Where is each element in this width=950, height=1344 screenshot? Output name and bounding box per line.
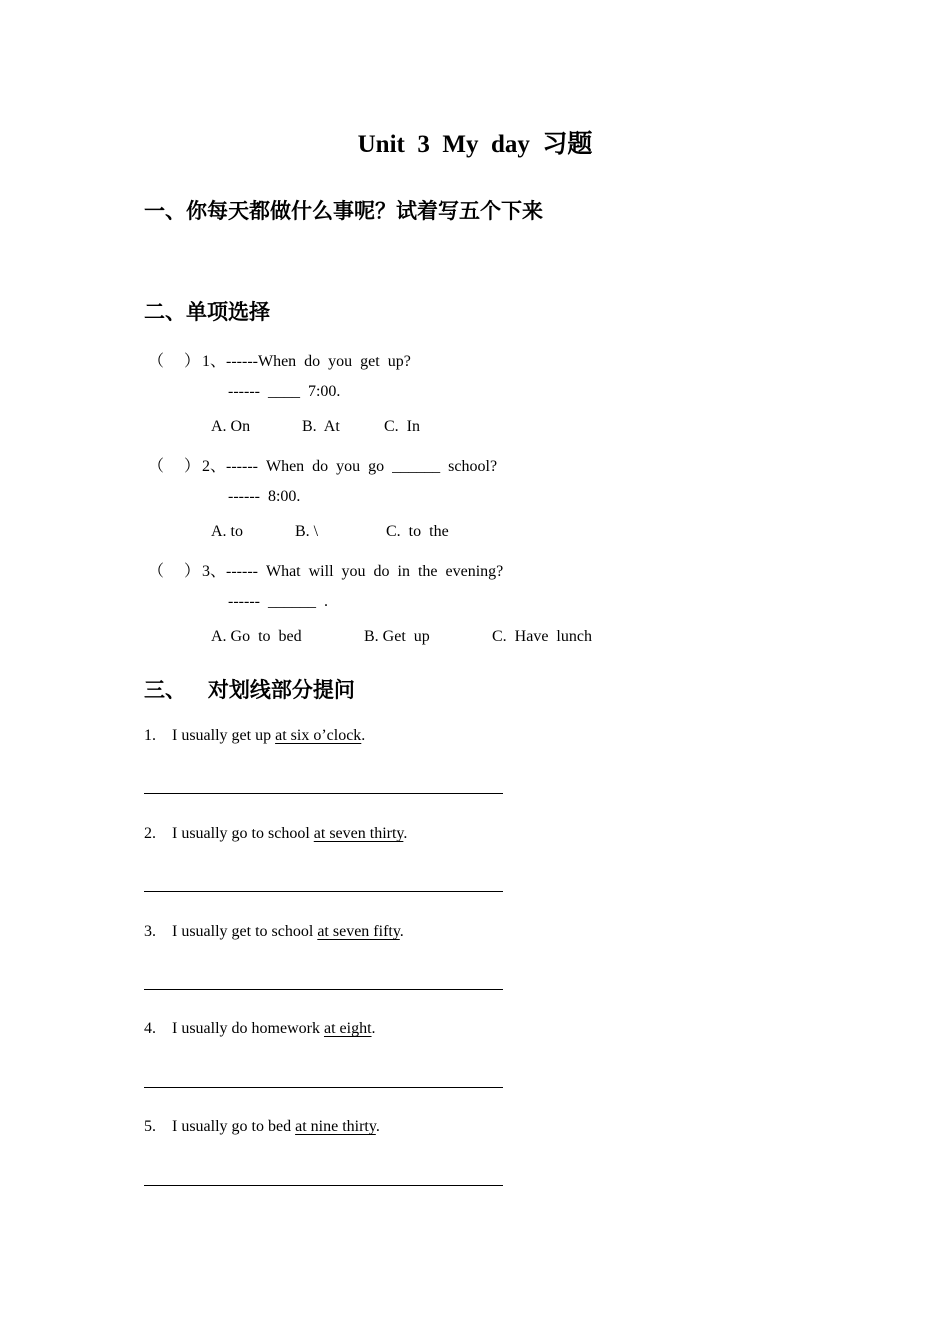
answer-line-2[interactable] xyxy=(144,891,503,892)
answer-line-5[interactable] xyxy=(144,1185,503,1186)
question-2-bracket: （ ） xyxy=(148,458,201,475)
question-3-option-b: B. Get up xyxy=(364,628,430,645)
question-2-option-a: A. to xyxy=(211,523,243,540)
list-item-5-sentence xyxy=(172,1118,380,1136)
question-3-prompt: 3、------ What will you do in the evening? xyxy=(202,563,504,580)
underlined-phrase: at six o’clock xyxy=(275,727,362,744)
question-1-option-a: A. On xyxy=(211,418,251,435)
answer-line-1[interactable] xyxy=(144,793,503,794)
question-2-prompt: 2、------ When do you go ______ school? xyxy=(202,458,498,475)
question-1-option-c: C. In xyxy=(384,418,420,435)
list-item-5-number: 5. xyxy=(144,1118,156,1135)
underlined-phrase: at seven fifty xyxy=(317,923,400,940)
question-1-bracket: （ ） xyxy=(148,353,201,370)
list-item-1-sentence xyxy=(172,727,365,745)
question-1-answer-line: ------ ____ 7:00. xyxy=(228,383,341,400)
list-item-4-number: 4. xyxy=(144,1020,156,1037)
question-3-option-a: A. Go to bed xyxy=(211,628,302,645)
sentence-text: I usually get to school xyxy=(172,923,318,940)
sentence-end: . xyxy=(375,1118,380,1135)
question-3-option-c: C. Have lunch xyxy=(492,628,592,645)
list-item-4-sentence xyxy=(172,1020,376,1038)
question-2-answer-line: ------ 8:00. xyxy=(228,488,301,505)
section-2-heading: 二、单项选择 xyxy=(144,300,270,324)
sentence-text: I usually go to school xyxy=(172,825,314,842)
question-1-option-b: B. At xyxy=(302,418,340,435)
answer-line-4[interactable] xyxy=(144,1087,503,1088)
sentence-end: . xyxy=(361,727,366,744)
question-2-option-c: C. to the xyxy=(386,523,449,540)
underlined-phrase: at eight xyxy=(323,1020,372,1037)
sentence-end: . xyxy=(399,923,404,940)
section-1-heading: 一、你每天都做什么事呢？试着写五个下来 xyxy=(144,199,543,223)
section-3-heading: 三、 对划线部分提问 xyxy=(144,678,355,702)
question-3-bracket: （ ） xyxy=(148,563,201,580)
list-item-2-number: 2. xyxy=(144,825,156,842)
sentence-text: I usually go to bed xyxy=(172,1118,296,1135)
underlined-phrase: at seven thirty xyxy=(313,825,404,842)
list-item-3-number: 3. xyxy=(144,923,156,940)
page-title: Unit 3 My day 习题 xyxy=(357,131,593,158)
list-item-2-sentence xyxy=(172,825,407,843)
sentence-text: I usually do homework xyxy=(172,1020,324,1037)
sentence-text: I usually get up xyxy=(172,727,276,744)
list-item-1-number: 1. xyxy=(144,727,156,744)
question-3-answer-line: ------ ______ . xyxy=(228,593,328,610)
answer-line-3[interactable] xyxy=(144,989,503,990)
sentence-end: . xyxy=(403,825,408,842)
sentence-end: . xyxy=(371,1020,376,1037)
underlined-phrase: at nine thirty xyxy=(295,1118,376,1135)
list-item-3-sentence xyxy=(172,923,404,941)
question-1-prompt: 1、------When do you get up? xyxy=(202,353,411,370)
question-2-option-b: B. \ xyxy=(295,523,319,540)
